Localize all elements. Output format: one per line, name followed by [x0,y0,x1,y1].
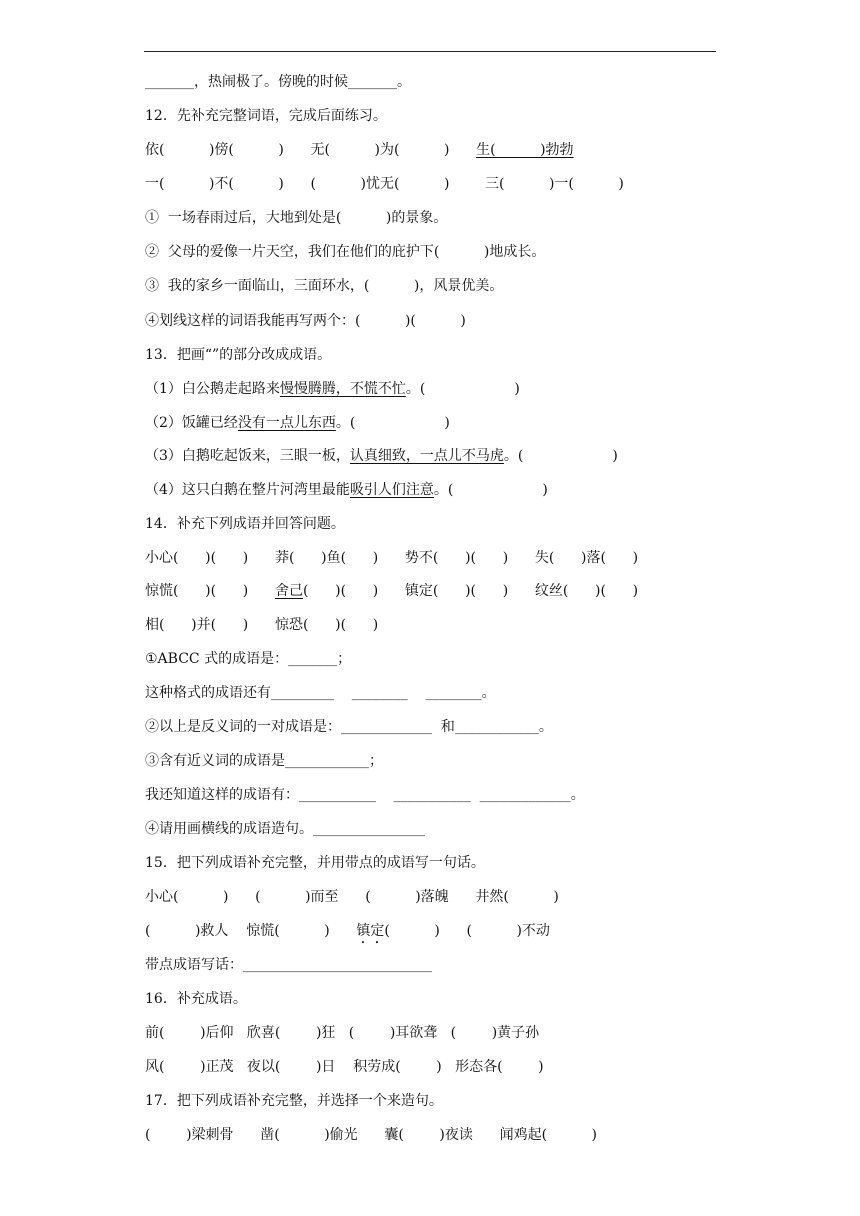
q14-row-1: 小心( )( ) 莽( )鱼( ) 势不( )( ) 失( )落( ) [145,550,639,566]
q12-exercise-4: ④划线这样的词语我能再写两个：( )( ) [145,313,466,329]
q13-4-underlined: 吸引人们注意 [349,482,434,498]
question-16-title: 16．补充成语。 [145,991,247,1007]
q12-words-row-1 [145,140,574,160]
q13-1-text: （1）白公鹅走起路来 [145,381,280,397]
q13-4-blank: 。( ) [433,482,548,498]
question-14-title: 14．补充下列成语并回答问题。 [145,516,345,532]
q14-row2-c: ( )( ) 镇定( )( ) 纹丝( )( ) [302,583,639,599]
q12-exercise-3: ③ 我的家乡一面临山，三面环水，( )，风景优美。 [145,278,504,294]
q15-writing-line: 带点成语写话：___________________________ [145,957,432,973]
q16-row-2: 风( )正茂 夜以( )日 积劳成( ) 形态各( ) [145,1059,544,1075]
q15-row-1: 小心( ) ( )而至 ( )落魄 井然( ) [145,889,559,905]
question-17-title: 17．把下列成语补充完整，并选择一个来造句。 [145,1093,443,1109]
q12-exercise-2: ② 父母的爱像一片天空，我们在他们的庇护下( )地成长。 [145,244,546,260]
q14-row-3: 相( )并( ) 惊恐( )( ) [145,617,379,633]
q13-2-blank: 。( ) [335,415,450,431]
question-12-title: 12．先补充完整词语，完成后面练习。 [145,108,387,124]
q14-answer-1b: 这种格式的成语还有_________ ________ ________。 [145,685,496,701]
q13-3-blank: 。( ) [503,448,618,464]
q13-1-underlined: 慢慢腾腾，不慌不忙 [279,381,406,397]
q16-row-1: 前( )后仰 欣喜( )狂 ( )耳欲聋 ( )黄子孙 [145,1025,540,1041]
q12-words-row-2: 一( )不( ) ( )忧无( ) 三( )一( ) [145,176,624,192]
q13-item-4 [145,480,548,500]
q13-item-3 [145,446,618,466]
q15-row2-a: ( )救人 惊慌( ) [145,923,357,939]
q12-row1-part-a: 依( )傍( ) 无( )为( ) [145,142,477,158]
q13-2-underlined: 没有一点儿东西 [237,415,336,431]
q13-1-blank: 。( ) [405,381,520,397]
q15-dotted-idiom: 镇定 [356,923,385,939]
header-rule [144,51,716,52]
q15-row-2 [145,921,550,947]
question-13-title: 13．把画“”的部分改成成语。 [145,347,332,363]
q13-3-text: （3）白鹅吃起饭来，三眼一板， [145,448,350,464]
q14-answer-4: ④请用画横线的成语造句。________________ [145,821,425,837]
q13-item-1 [145,379,520,399]
text-line: _______，热闹极了。傍晚的时候_______。 [145,74,411,90]
q14-answer-3: ③含有近义词的成语是____________； [145,753,383,769]
q13-item-2 [145,413,450,433]
q14-answer-2: ②以上是反义词的一对成语是：_____________ 和____________。 [145,719,553,735]
q15-row2-c: ( ) ( )不动 [384,923,550,939]
q12-underlined-word: 生( )勃勃 [476,142,574,158]
q14-row-2 [145,581,638,601]
q14-row2-a: 惊慌( )( ) [145,583,275,599]
q12-exercise-1: ① 一场春雨过后，大地到处是( )的景象。 [145,210,448,226]
q13-2-text: （2）饭罐已经 [145,415,238,431]
q14-answer-1: ①ABCC 式的成语是：_______； [145,651,352,667]
question-15-title: 15．把下列成语补充完整，并用带点的成语写一句话。 [145,855,485,871]
q17-row-1: ( )梁刺骨 凿( )偷光 囊( )夜读 闻鸡起( ) [145,1127,598,1143]
q13-3-underlined: 认真细致，一点儿不马虎 [349,448,504,464]
q13-4-text: （4）这只白鹅在整片河湾里最能 [145,482,350,498]
q14-underlined-idiom: 舍己 [274,583,303,599]
q14-answer-3b: 我还知道这样的成语有：___________ ___________ _____________。 [145,787,585,803]
